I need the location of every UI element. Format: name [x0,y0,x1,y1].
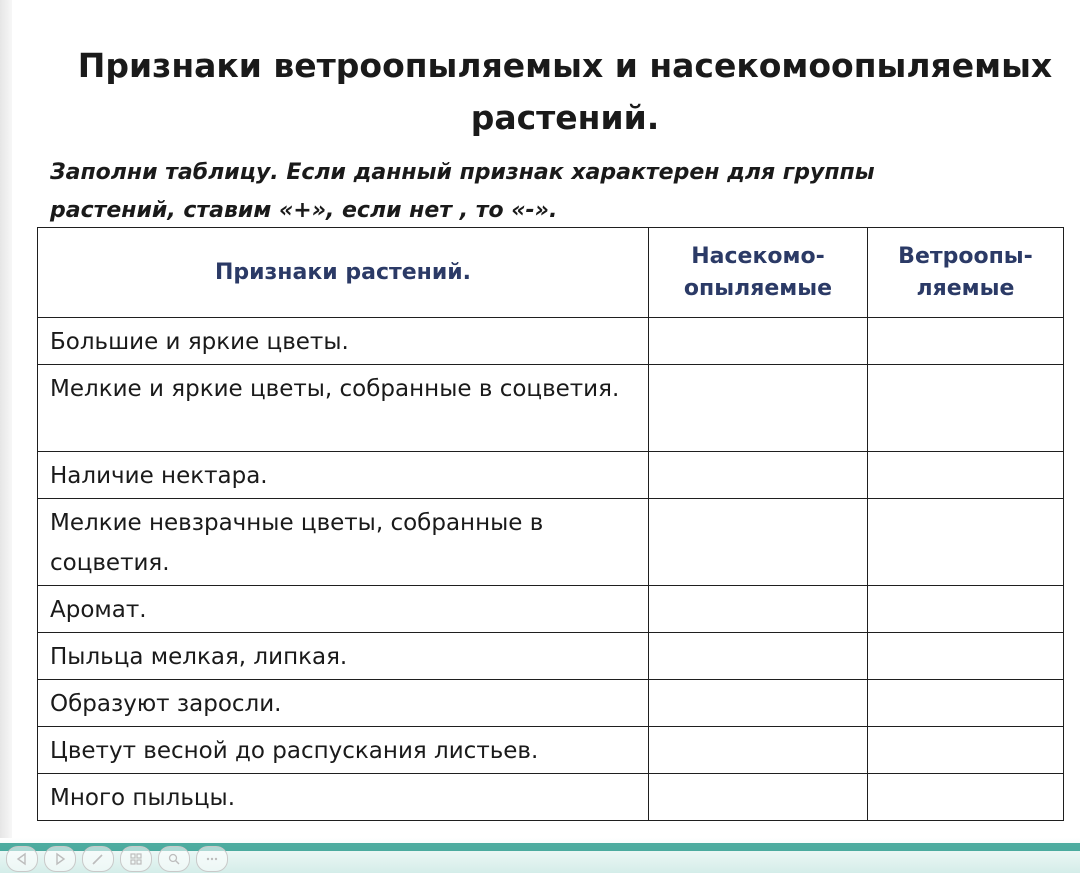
next-slide-button[interactable] [44,846,76,872]
table-row [38,318,1064,365]
header-insect-line-2: опыляемые [683,275,833,301]
slide-title-line-2: растений. [470,98,660,137]
table-row [38,586,1064,633]
pen-icon [91,852,105,866]
traits-table [37,227,1064,821]
wind-answer-cell[interactable] [868,633,1064,680]
trait-cell: Цветут весной до распускания листьев. [38,727,649,774]
next-icon [53,852,67,866]
trait-cell: Наличие нектара. [38,452,649,499]
slide-title [0,40,1080,144]
table-row [38,452,1064,499]
insect-answer-cell[interactable] [649,680,868,727]
wind-answer-cell[interactable] [868,452,1064,499]
trait-cell: Большие и яркие цветы. [38,318,649,365]
instructions-line-2: растений, ставим «+», если нет , то «-». [50,198,558,223]
wind-answer-cell[interactable] [868,774,1064,821]
wind-answer-cell[interactable] [868,318,1064,365]
table-header-row [38,228,1064,318]
wind-answer-cell[interactable] [868,586,1064,633]
previous-slide-button[interactable] [6,846,38,872]
trait-cell: Образуют заросли. [38,680,649,727]
wind-answer-cell[interactable] [868,499,1064,586]
previous-icon [15,852,29,866]
presentation-toolbar [6,846,228,872]
trait-cell: Много пыльцы. [38,774,649,821]
trait-cell: Мелкие невзрачные цветы, собранные в соцветия. [38,499,649,586]
header-insect-line-1: Насекомо- [691,243,825,269]
trait-cell: Пыльца мелкая, липкая. [38,633,649,680]
insect-answer-cell[interactable] [649,586,868,633]
header-traits: Признаки растений. [38,228,649,318]
insect-answer-cell[interactable] [649,499,868,586]
header-wind-pollinated [868,228,1064,318]
instructions [50,154,1040,230]
table-row [38,774,1064,821]
pen-tool-button[interactable] [82,846,114,872]
wind-answer-cell[interactable] [868,365,1064,452]
header-wind-line-2: ляемые [916,275,1015,301]
zoom-icon [167,852,181,866]
insect-answer-cell[interactable] [649,774,868,821]
zoom-button[interactable] [158,846,190,872]
table-row [38,680,1064,727]
trait-cell: Аромат. [38,586,649,633]
header-wind-line-1: Ветроопы- [898,243,1033,269]
insect-answer-cell[interactable] [649,365,868,452]
header-insect-pollinated [649,228,868,318]
instructions-line-1: Заполни таблицу. Если данный признак характерен для группы [50,160,875,185]
more-options-button[interactable] [196,846,228,872]
trait-cell: Мелкие и яркие цветы, собранные в соцветия. [38,365,649,452]
insect-answer-cell[interactable] [649,452,868,499]
insect-answer-cell[interactable] [649,727,868,774]
see-all-slides-button[interactable] [120,846,152,872]
insect-answer-cell[interactable] [649,633,868,680]
table-row [38,633,1064,680]
table-row [38,365,1064,452]
insect-answer-cell[interactable] [649,318,868,365]
more-icon [205,852,219,866]
wind-answer-cell[interactable] [868,727,1064,774]
slide-title-line-1: Признаки ветроопыляемых и насекомоопыляемых [77,46,1053,85]
slides-icon [129,852,143,866]
table-row [38,499,1064,586]
table-row [38,727,1064,774]
wind-answer-cell[interactable] [868,680,1064,727]
